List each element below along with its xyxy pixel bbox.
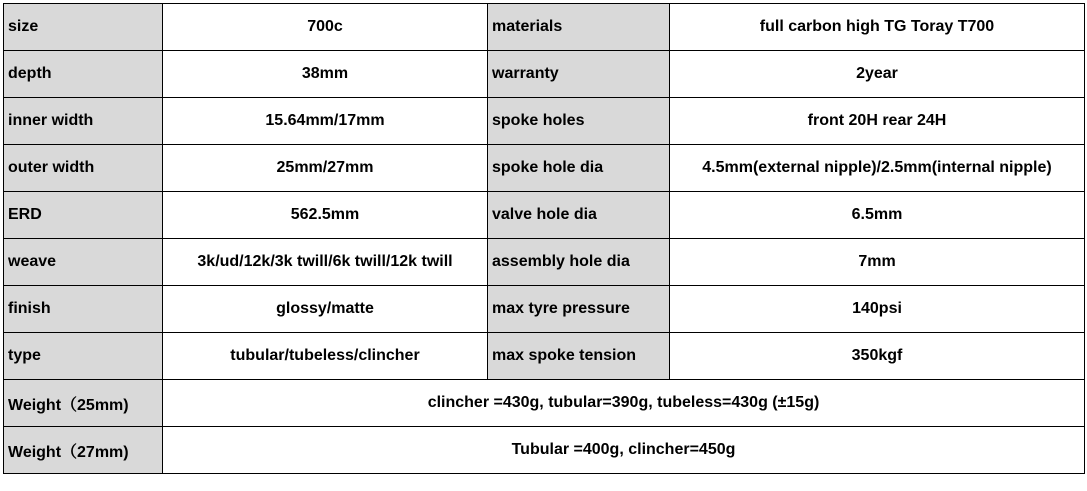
spec-label-finish: finish (4, 286, 163, 333)
spec-value-outer-width: 25mm/27mm (163, 145, 488, 192)
spec-label-weight-27mm: Weight（27mm) (4, 427, 163, 474)
spec-value-warranty: 2year (670, 51, 1085, 98)
spec-value-weight-25mm: clincher =430g, tubular=390g, tubeless=430g (±15g) (163, 380, 1085, 427)
spec-value-max-tyre-pressure: 140psi (670, 286, 1085, 333)
table-row (4, 286, 1085, 333)
spec-label-depth: depth (4, 51, 163, 98)
spec-label-weight-25mm: Weight（25mm) (4, 380, 163, 427)
spec-label-outer-width: outer width (4, 145, 163, 192)
spec-label-inner-width: inner width (4, 98, 163, 145)
spec-label-warranty: warranty (488, 51, 670, 98)
table-row (4, 239, 1085, 286)
table-row (4, 333, 1085, 380)
spec-value-type: tubular/tubeless/clincher (163, 333, 488, 380)
table-row (4, 98, 1085, 145)
spec-table (3, 3, 1085, 474)
spec-value-max-spoke-tension: 350kgf (670, 333, 1085, 380)
spec-label-materials: materials (488, 4, 670, 51)
spec-value-depth: 38mm (163, 51, 488, 98)
spec-label-max-spoke-tension: max spoke tension (488, 333, 670, 380)
spec-label-assembly-hole-dia: assembly hole dia (488, 239, 670, 286)
spec-value-assembly-hole-dia: 7mm (670, 239, 1085, 286)
spec-label-type: type (4, 333, 163, 380)
spec-label-weave: weave (4, 239, 163, 286)
table-row (4, 4, 1085, 51)
spec-value-finish: glossy/matte (163, 286, 488, 333)
spec-value-spoke-hole-dia: 4.5mm(external nipple)/2.5mm(internal nipple) (670, 145, 1085, 192)
spec-value-valve-hole-dia: 6.5mm (670, 192, 1085, 239)
spec-value-inner-width: 15.64mm/17mm (163, 98, 488, 145)
spec-value-erd: 562.5mm (163, 192, 488, 239)
spec-value-weave: 3k/ud/12k/3k twill/6k twill/12k twill (163, 239, 488, 286)
table-row (4, 51, 1085, 98)
table-row (4, 192, 1085, 239)
spec-value-size: 700c (163, 4, 488, 51)
spec-value-weight-27mm: Tubular =400g, clincher=450g (163, 427, 1085, 474)
spec-label-valve-hole-dia: valve hole dia (488, 192, 670, 239)
spec-label-erd: ERD (4, 192, 163, 239)
spec-label-spoke-holes: spoke holes (488, 98, 670, 145)
table-row (4, 380, 1085, 427)
spec-label-spoke-hole-dia: spoke hole dia (488, 145, 670, 192)
spec-label-size: size (4, 4, 163, 51)
spec-value-spoke-holes: front 20H rear 24H (670, 98, 1085, 145)
table-row (4, 427, 1085, 474)
table-row (4, 145, 1085, 192)
spec-value-materials: full carbon high TG Toray T700 (670, 4, 1085, 51)
spec-label-max-tyre-pressure: max tyre pressure (488, 286, 670, 333)
